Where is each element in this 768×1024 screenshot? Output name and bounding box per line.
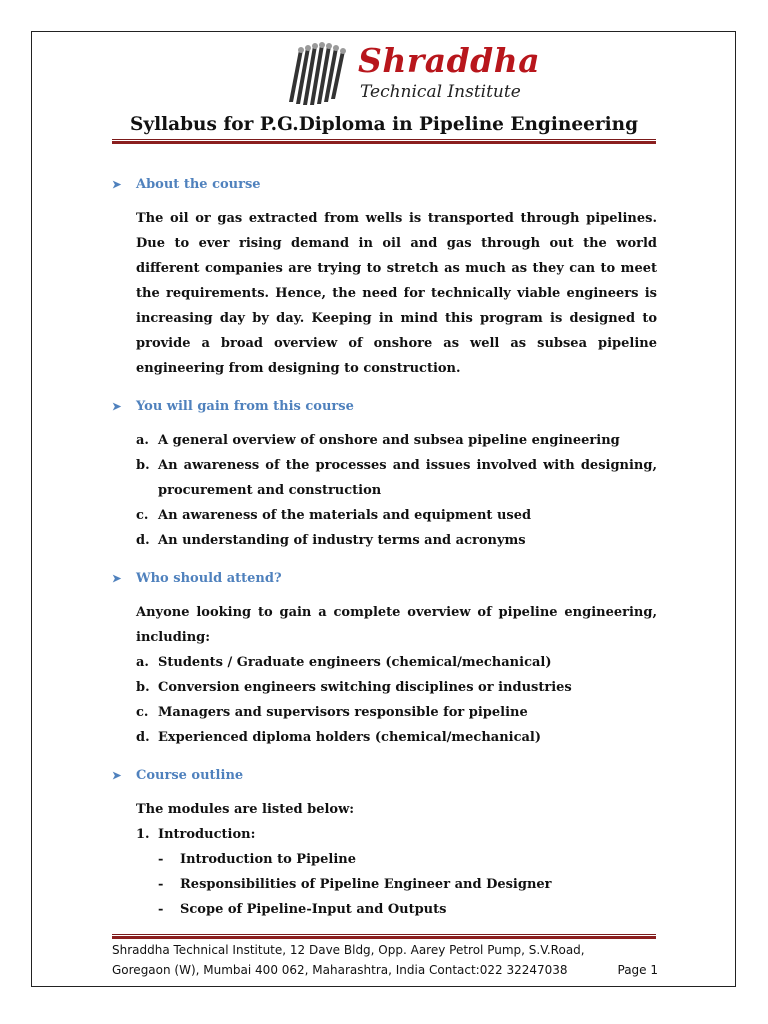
- section-heading-about: [112, 172, 657, 197]
- footer-rule-thick: [112, 936, 656, 939]
- list-item: - Responsibilities of Pipeline Engineer and Designer: [158, 877, 552, 892]
- header-rule-thin: [112, 139, 656, 140]
- module-list: [136, 822, 657, 847]
- list-item: d. Experienced diploma holders (chemical/mechanical): [136, 730, 542, 745]
- list-item: c. An awareness of the materials and equipment used: [136, 508, 532, 523]
- document-title: Syllabus for P.G.Diploma in Pipeline Engineering: [129, 114, 639, 135]
- list-item: c. Managers and supervisors responsible for pipeline: [136, 705, 528, 720]
- module-item: 1. Introduction:: [136, 827, 256, 842]
- list-item: - Introduction to Pipeline: [158, 852, 356, 867]
- footer-contact: Goregaon (W), Mumbai 400 062, Maharashtra, India Contact:022 32247038: [112, 963, 568, 977]
- page-number: Page 1: [617, 963, 658, 977]
- outline-intro: The modules are listed below:: [136, 802, 355, 817]
- section-heading-text: Who should attend?: [136, 571, 282, 586]
- about-paragraph: The oil or gas extracted from wells is transported through pipelines. Due to ever rising demand in oil and gas through out the world different companies are trying to stretch as much as they can to meet the requirements. Hence, the need for technically viable engineers is increasing day by day. Keeping in mind this program is designed to provide a broad overview of onshore as well as subsea pipeline engineering from designing to construction.: [136, 211, 657, 376]
- list-item: a. Students / Graduate engineers (chemical/mechanical): [136, 655, 552, 670]
- footer: [112, 940, 658, 980]
- list-item: a. A general overview of onshore and subsea pipeline engineering: [136, 433, 620, 448]
- gain-list: [136, 428, 657, 553]
- section-heading-text: You will gain from this course: [136, 399, 354, 414]
- brand-name: Shraddha: [358, 41, 541, 80]
- header-rule-thick: [112, 141, 656, 144]
- attend-list: [136, 650, 657, 750]
- list-item: d. An understanding of industry terms and acronyms: [136, 533, 526, 548]
- arrow-bullet-icon: ➤: [112, 178, 122, 191]
- footer-rule-thin: [112, 934, 656, 935]
- pipes-logo-icon: [287, 42, 353, 108]
- attend-intro: Anyone looking to gain a complete overview of pipeline engineering, including:: [136, 605, 657, 645]
- arrow-bullet-icon: ➤: [112, 400, 122, 413]
- section-heading-attend: [112, 566, 657, 591]
- arrow-bullet-icon: ➤: [112, 769, 122, 782]
- header: [0, 40, 768, 110]
- footer-address-line2: [112, 960, 658, 980]
- section-heading-outline: [112, 763, 657, 788]
- list-item: - Scope of Pipeline-Input and Outputs: [158, 902, 447, 917]
- list-item: b. An awareness of the processes and issues involved with designing, procurement and construction: [136, 458, 657, 498]
- arrow-bullet-icon: ➤: [112, 572, 122, 585]
- brand-subtitle: Technical Institute: [360, 82, 521, 102]
- section-heading-text: About the course: [136, 177, 261, 192]
- list-item: b. Conversion engineers switching disciplines or industries: [136, 680, 572, 695]
- content: [112, 172, 657, 922]
- section-heading-gain: [112, 394, 657, 419]
- footer-address-line1: Shraddha Technical Institute, 12 Dave Bldg, Opp. Aarey Petrol Pump, S.V.Road,: [112, 943, 585, 957]
- section-heading-text: Course outline: [136, 768, 244, 783]
